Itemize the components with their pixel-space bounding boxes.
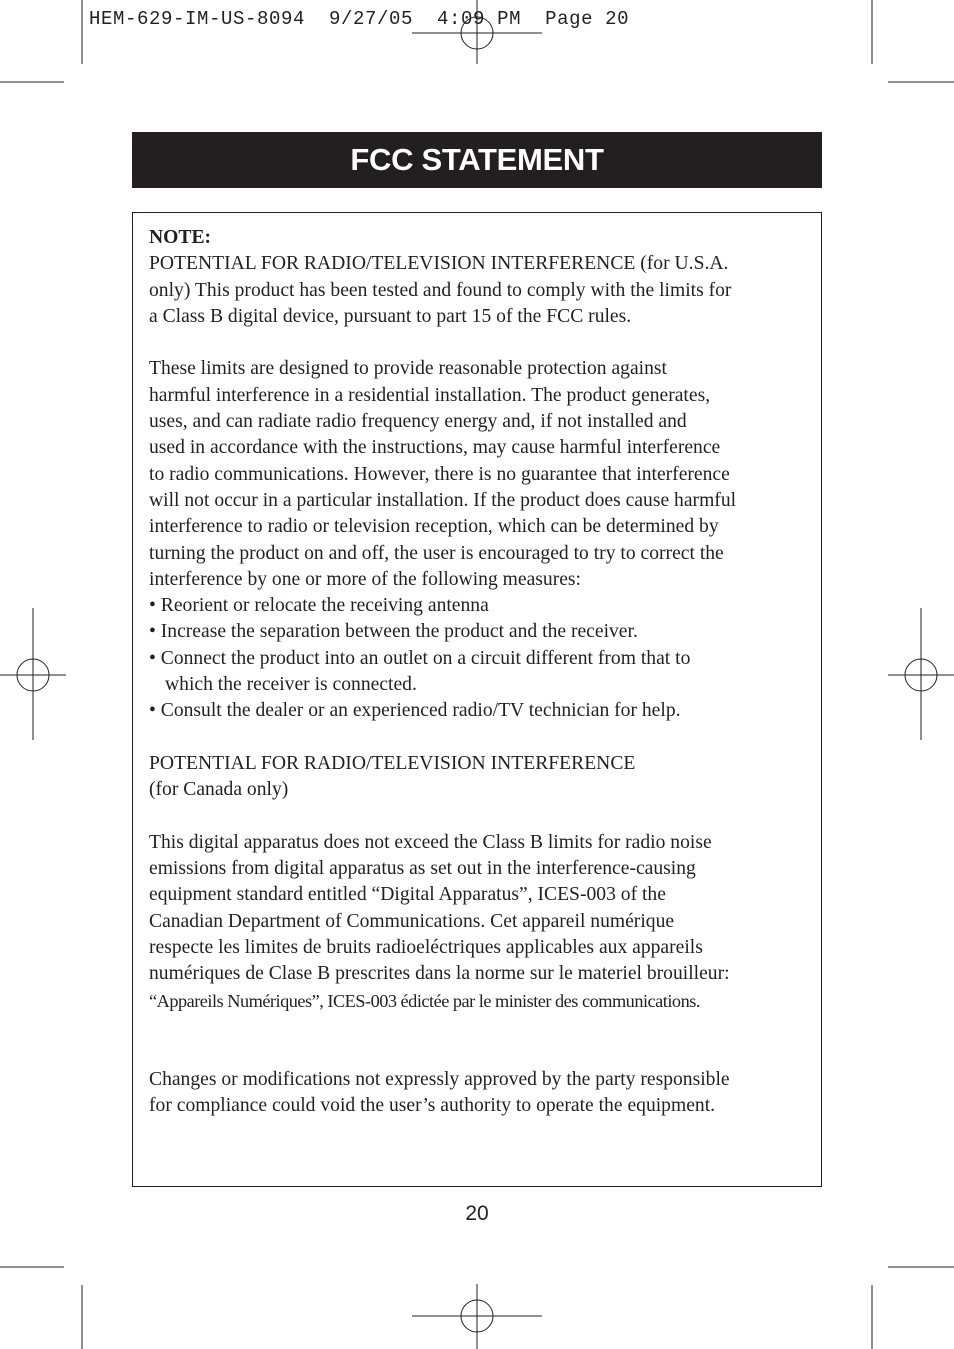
canada-heading: (for Canada only) — [149, 779, 289, 801]
page-number: 20 — [465, 1202, 489, 1225]
canada-text-line: equipment standard entitled “Digital Apparatus”, ICES-003 of the — [149, 884, 666, 906]
note-label: NOTE: — [149, 227, 212, 248]
limits-text-line: interference to radio or television reception, which can be determined by — [149, 516, 719, 538]
print-slug-line: HEM-629-IM-US-8094 9/27/05 4:09 PM Page 20 — [89, 8, 630, 30]
measure-item-continuation: which the receiver is connected. — [165, 674, 417, 696]
measure-item: • Increase the separation between the product and the receiver. — [149, 621, 638, 643]
statement-content — [149, 225, 814, 1119]
us-text-line: only) This product has been tested and found to comply with the limits for — [149, 279, 732, 301]
registration-mark-bottom — [412, 1284, 542, 1349]
changes-text-line: Changes or modifications not expressly approved by the party responsible — [149, 1068, 730, 1090]
limits-text-line: used in accordance with the instructions, may cause harmful interference — [149, 437, 721, 459]
canada-text-line: respecte les limites de bruits radioeléctriques applicables aux appareils — [149, 937, 703, 959]
limits-text-line: harmful interference in a residential installation. The product generates, — [149, 384, 711, 406]
page-title: FCC STATEMENT — [350, 142, 604, 177]
limits-text-line: uses, and can radiate radio frequency energy and, if not installed and — [149, 411, 687, 433]
measure-item: • Reorient or relocate the receiving antenna — [149, 595, 489, 617]
statement-box — [132, 212, 822, 1187]
limits-text-line: will not occur in a particular installation. If the product does cause harmful — [149, 489, 737, 511]
canada-text-line: emissions from digital apparatus as set out in the interference-causing — [149, 858, 696, 880]
us-text-line: a Class B digital device, pursuant to part 15 of the FCC rules. — [149, 305, 632, 327]
canada-text-line: “Appareils Numériques”, ICES-003 édictée par le minister des communications. — [149, 990, 700, 1011]
canada-text-line: Canadian Department of Communications. Cet appareil numérique — [149, 910, 675, 932]
limits-text-line: turning the product on and off, the user is encouraged to try to correct the — [149, 542, 724, 564]
changes-text-line: for compliance could void the user’s authority to operate the equipment. — [149, 1094, 716, 1116]
limits-text-line: These limits are designed to provide reasonable protection against — [149, 358, 667, 380]
canada-heading: POTENTIAL FOR RADIO/TELEVISION INTERFERENCE — [149, 752, 636, 774]
fcc-statement-banner — [132, 132, 822, 188]
measure-item: • Consult the dealer or an experienced radio/TV technician for help. — [149, 700, 681, 722]
canada-text-line: This digital apparatus does not exceed the Class B limits for radio noise — [149, 831, 712, 853]
canada-text-line: numériques de Clase B prescrites dans la norme sur le materiel brouilleur: — [149, 963, 730, 985]
registration-mark-left — [0, 608, 66, 740]
measure-item: • Connect the product into an outlet on a circuit different from that to — [149, 647, 691, 669]
registration-mark-right — [888, 608, 954, 740]
us-text-line: POTENTIAL FOR RADIO/TELEVISION INTERFERENCE (for U.S.A. — [149, 253, 729, 275]
limits-text-line: interference by one or more of the following measures: — [149, 568, 581, 590]
limits-text-line: to radio communications. However, there is no guarantee that interference — [149, 463, 730, 485]
registration-mark-top — [412, 0, 542, 64]
